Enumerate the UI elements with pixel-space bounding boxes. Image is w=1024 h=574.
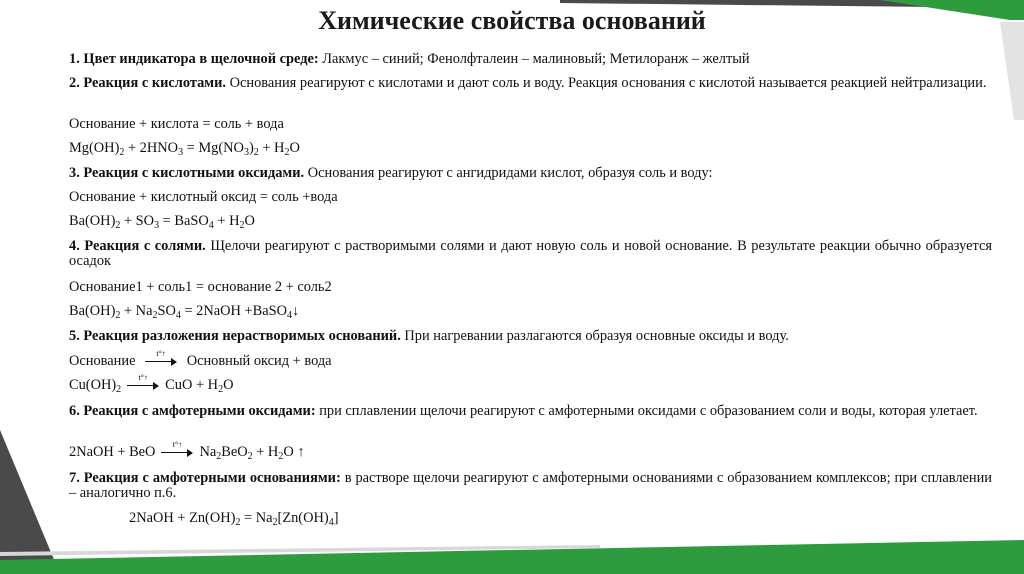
arrow-label: t°↑ — [138, 373, 148, 382]
scheme-right: Основный оксид + вода — [186, 353, 332, 369]
eq-part: Na — [199, 444, 217, 460]
eq-subscript: 2 — [218, 384, 224, 395]
eq-part: ] — [333, 510, 339, 526]
section-6-heading: 6. Реакция с амфотерными оксидами: — [69, 403, 316, 419]
eq-subscript: 2 — [239, 220, 245, 231]
eq-subscript: 2 — [115, 220, 121, 231]
section-7-equation — [129, 511, 989, 526]
arrow-label: t°↑ — [156, 349, 166, 358]
eq-subscript: 3 — [178, 147, 184, 158]
eq-part: = BaSO — [159, 213, 209, 229]
section-1-text: Лакмус – синий; Фенолфталеин – малиновый; Метилоранж – желтый — [318, 51, 750, 67]
section-6-text: при сплавлении щелочи реагируют с амфотерными оксидами с образованием соли и воды, которая улетает. — [315, 403, 978, 419]
section-3-scheme: Основание + кислотный оксид = соль +вода — [69, 189, 338, 205]
section-4-line — [69, 239, 992, 269]
section-3-line — [69, 166, 992, 181]
eq-subscript: 2 — [152, 310, 158, 321]
section-3-heading: 3. Реакция с кислотными оксидами. — [69, 165, 305, 181]
reaction-arrow-icon — [145, 349, 177, 364]
eq-part: O — [223, 377, 234, 393]
eq-subscript: 4 — [328, 517, 334, 528]
eq-part: [Zn(OH) — [277, 510, 329, 526]
eq-subscript: 2 — [235, 517, 241, 528]
section-2-heading: 2. Реакция с кислотами. — [69, 75, 226, 91]
reaction-arrow-icon — [127, 373, 159, 388]
section-2-scheme: Основание + кислота = соль + вода — [69, 116, 284, 132]
eq-subscript: 2 — [115, 310, 121, 321]
section-7-heading: 7. Реакция с амфотерными основаниями: — [69, 470, 341, 486]
section-2-line — [69, 76, 992, 91]
eq-part: 2NaOH + Zn(OH) — [129, 510, 236, 526]
section-4-text: Щелочи реагируют с растворимыми солями и дают новую соль и новой основание. В результате реакции обычно образуется осадок — [69, 238, 992, 269]
section-5-heading: 5. Реакция разложения нерастворимых оснований. — [69, 328, 401, 344]
eq-part: Mg(OH) — [69, 140, 120, 156]
arrow-label: t°↑ — [172, 440, 183, 449]
eq-part: Ba(OH) — [69, 303, 116, 319]
eq-subscript: 2 — [284, 147, 290, 158]
eq-subscript: 2 — [119, 147, 125, 158]
eq-part: CuO + H — [165, 377, 219, 393]
slide-title: Химические свойства оснований — [318, 6, 706, 35]
eq-part: SO — [157, 303, 176, 319]
eq-part: + H — [258, 140, 285, 156]
section-7-line — [69, 471, 992, 501]
eq-part: O — [289, 140, 300, 156]
eq-part: BeO — [221, 444, 248, 460]
reaction-arrow-icon — [161, 440, 193, 455]
section-3-text: Основания реагируют с ангидридами кислот, образуя соль и воду: — [304, 165, 713, 181]
section-3-equation — [69, 214, 992, 229]
section-5-line — [69, 329, 992, 344]
section-1-line — [69, 52, 992, 67]
eq-subscript: 3 — [154, 220, 160, 231]
section-5-equation — [69, 373, 992, 395]
eq-subscript: 2 — [216, 451, 222, 462]
eq-part: + 2HNO — [124, 140, 179, 156]
eq-subscript: 2 — [272, 517, 278, 528]
section-1-heading: 1. Цвет индикатора в щелочной среде: — [69, 51, 319, 67]
eq-subscript: 2 — [116, 384, 122, 395]
eq-part: + H — [252, 444, 279, 460]
eq-subscript: 3 — [243, 147, 249, 158]
eq-part: ↓ — [292, 303, 300, 319]
eq-part: = Mg(NO — [183, 140, 244, 156]
eq-part: Cu(OH) — [69, 377, 117, 393]
section-2-text: Основания реагируют с кислотами и дают соль и воду. Реакция основания с кислотой называется реакцией нейтрализации. — [226, 75, 987, 91]
section-5-scheme — [69, 349, 992, 369]
eq-part: + H — [213, 213, 240, 229]
eq-part: O ↑ — [283, 444, 305, 460]
section-6-line — [69, 404, 992, 419]
eq-part: + Na — [120, 303, 153, 319]
eq-part: O — [244, 213, 255, 229]
section-2-equation — [69, 141, 992, 156]
section-7-text: в растворе щелочи реагируют с амфотерными основаниями с образованием комплексов; при сплавлении – аналогично п.6. — [69, 470, 992, 501]
eq-subscript: 4 — [287, 310, 293, 321]
scheme-left: Основание — [69, 353, 136, 369]
section-6-equation — [69, 440, 992, 462]
eq-subscript: 2 — [278, 451, 284, 462]
section-4-scheme: Основание1 + соль1 = основание 2 + соль2 — [69, 279, 332, 295]
eq-subscript: 2 — [253, 147, 259, 158]
eq-subscript: 4 — [208, 220, 214, 231]
eq-part: ) — [248, 140, 254, 156]
section-4-equation — [69, 304, 992, 319]
section-4-heading: 4. Реакция с солями. — [69, 238, 206, 254]
eq-subscript: 4 — [175, 310, 181, 321]
eq-part: 2NaOH + BeO — [69, 444, 156, 460]
eq-part: = 2NaOH +BaSO — [180, 303, 288, 319]
eq-subscript: 2 — [247, 451, 253, 462]
eq-part: Ba(OH) — [69, 213, 116, 229]
section-5-text: При нагревании разлагаются образуя основные оксиды и воду. — [400, 328, 789, 344]
eq-part: + SO — [120, 213, 155, 229]
eq-part: = Na — [240, 510, 273, 526]
